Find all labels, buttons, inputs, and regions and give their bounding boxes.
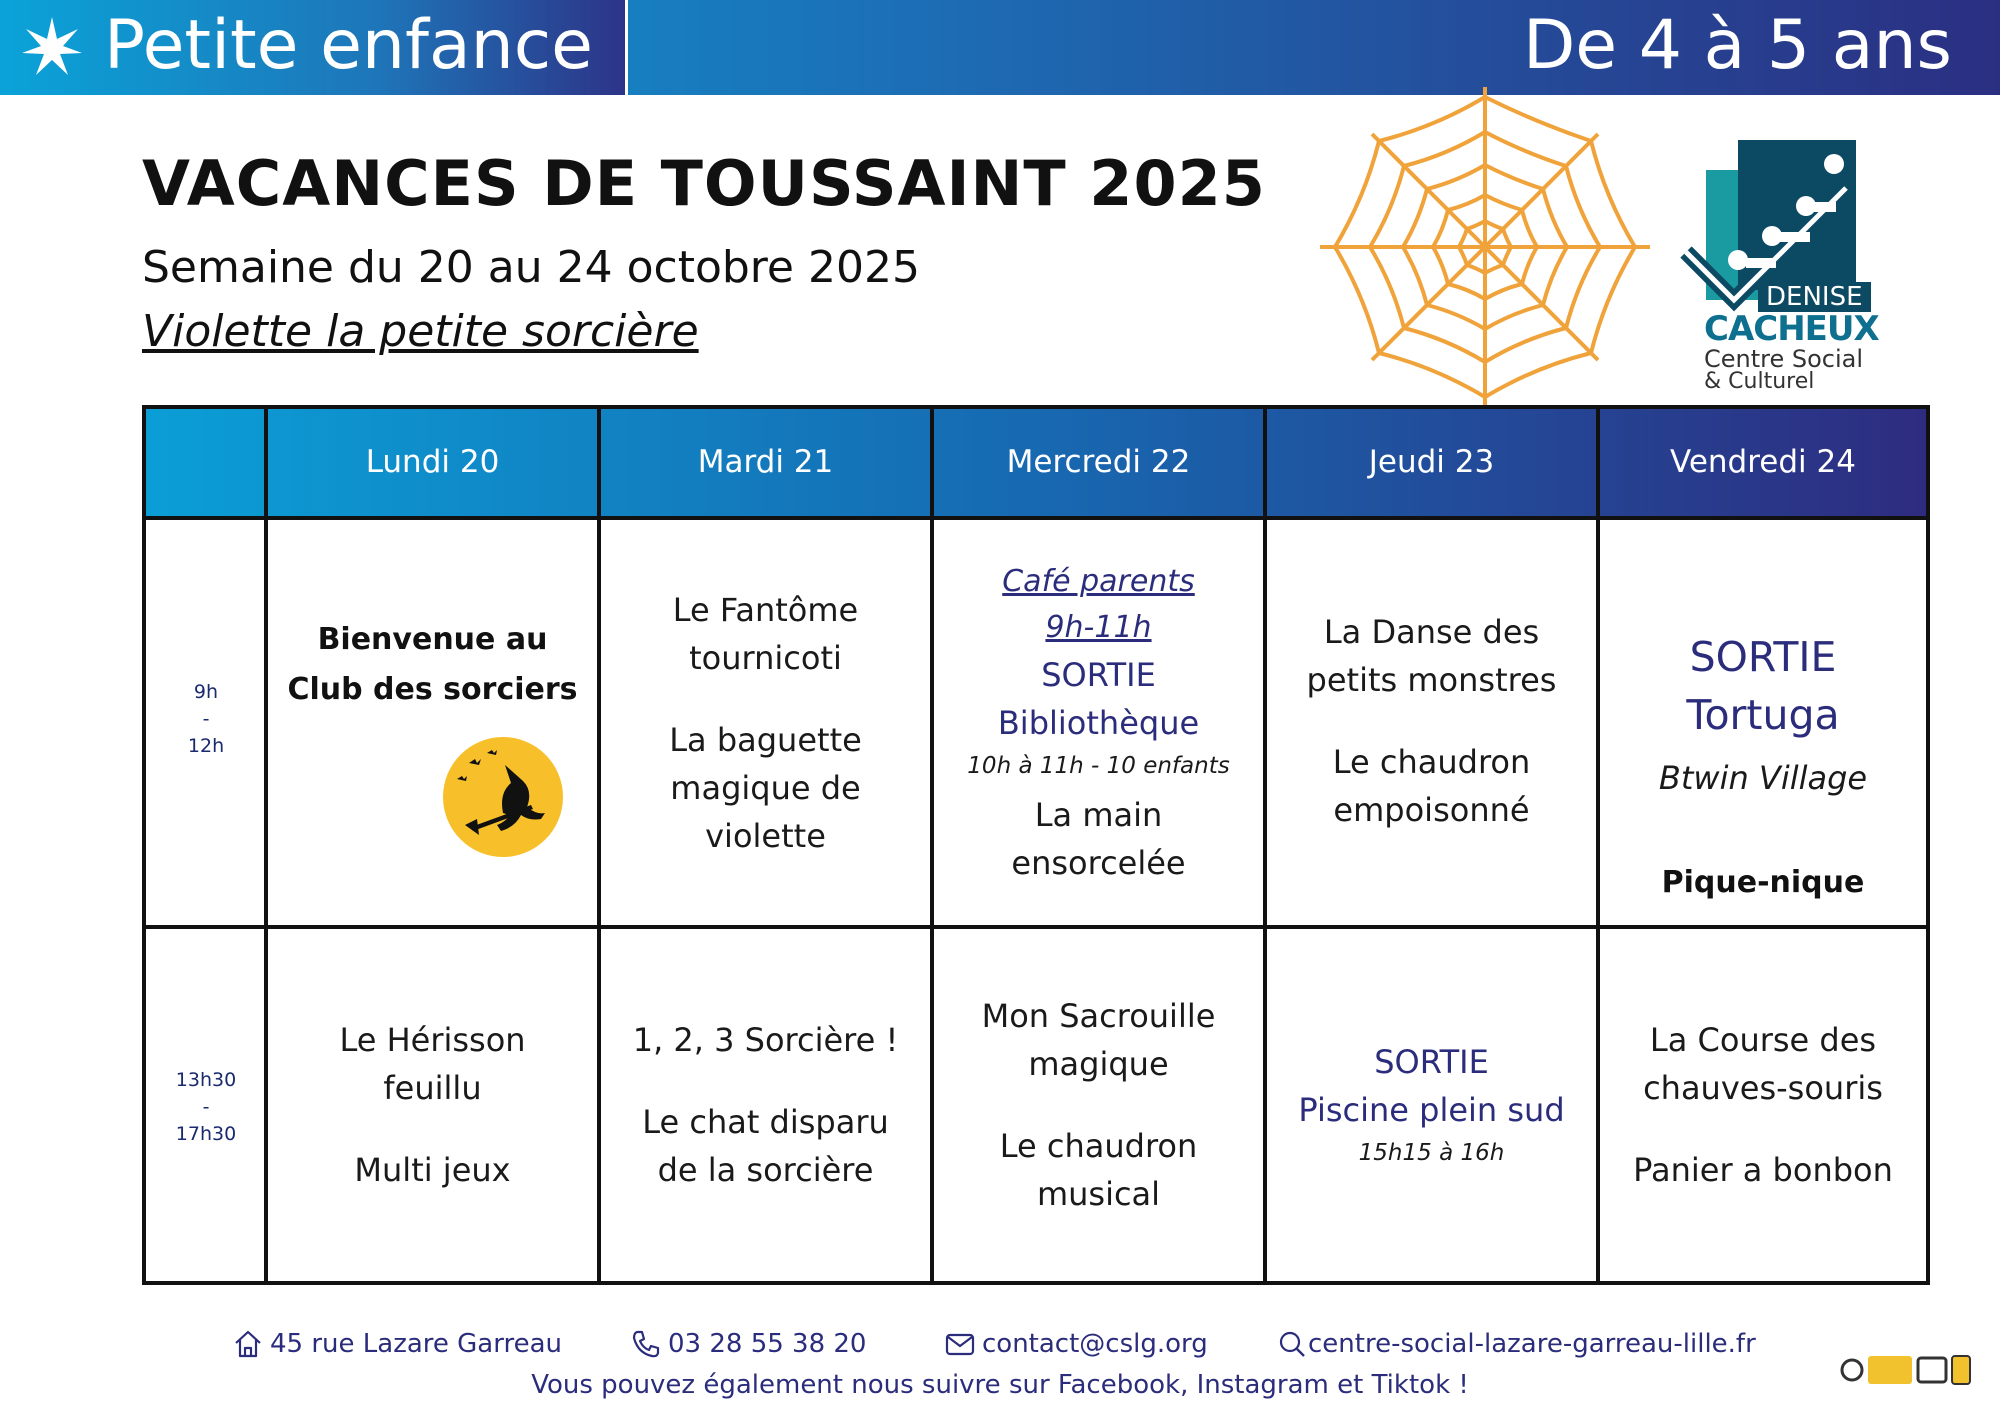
contact-footer: [0, 1324, 2000, 1364]
activity-cell-mon-pm: [268, 929, 597, 1281]
picnic-note: Pique-nique: [1661, 865, 1865, 900]
time-start: 13h30: [175, 1069, 237, 1091]
activity-line: Le chaudron: [999, 1127, 1198, 1165]
logo-culturel: & Culturel: [1704, 369, 1815, 394]
page-title: VACANCES DE TOUSSAINT 2025: [142, 147, 1266, 220]
phone-item[interactable]: [630, 1324, 866, 1364]
time-slot-afternoon: [146, 1067, 266, 1148]
section-title: Petite enfance: [104, 6, 593, 85]
outing-label: SORTIE: [1374, 1043, 1489, 1081]
outing-detail: 10h à 11h - 10 enfants: [967, 752, 1230, 779]
week-theme: Violette la petite sorcière: [142, 306, 699, 357]
activity-cell-thu-pm: [1267, 929, 1596, 1281]
activity-line: Mon Sacrouille: [981, 997, 1216, 1035]
activity-line: chauves-souris: [1643, 1069, 1883, 1107]
day-header-monday: Lundi 20: [365, 444, 500, 480]
activity-line: La main: [1034, 795, 1163, 834]
logo-denise: DENISE: [1758, 282, 1871, 312]
activity-line: La baguette: [669, 720, 862, 759]
logo-cacheux: CACHEUX: [1704, 309, 1879, 349]
activity-cell-fri-pm: [1600, 929, 1926, 1281]
phone-icon: [630, 1328, 662, 1360]
time-end: 17h30: [175, 1123, 237, 1145]
activity-line: de la sorcière: [657, 1151, 874, 1189]
outing-label: SORTIE: [1689, 633, 1837, 681]
activity-line: Bienvenue au: [317, 622, 548, 657]
cafe-parents-link[interactable]: Café parents: [1002, 563, 1195, 599]
activity-line: feuillu: [383, 1069, 482, 1107]
activity-cell-wed-am: [934, 520, 1263, 925]
activity-line: Club des sorciers: [287, 672, 578, 707]
logo-centre-social: Centre Social: [1704, 345, 1864, 373]
activity-cell-thu-am: [1267, 520, 1596, 925]
time-slot-morning: [146, 679, 266, 760]
website-item[interactable]: [1276, 1324, 1756, 1364]
activity-cell-mon-am: [268, 520, 597, 925]
day-header-tuesday: Mardi 21: [697, 444, 834, 480]
address-item: [232, 1324, 562, 1364]
week-subtitle: Semaine du 20 au 24 octobre 2025: [142, 242, 920, 293]
activity-cell-tue-pm: [601, 929, 930, 1281]
activity-line: Le chaudron: [1332, 743, 1531, 781]
outing-place: Bibliothèque: [997, 703, 1200, 742]
activity-line: petits monstres: [1306, 661, 1557, 699]
activity-cell-wed-pm: [934, 929, 1263, 1281]
outing-detail: Btwin Village: [1658, 759, 1868, 797]
star-icon: [20, 15, 84, 79]
section-band: [0, 0, 628, 95]
activity-line: ensorcelée: [1011, 843, 1186, 882]
age-range: De 4 à 5 ans: [1522, 6, 1952, 85]
activity-cell-tue-am: [601, 520, 930, 925]
phone-text: 03 28 55 38 20: [668, 1329, 867, 1359]
cafe-parents-time-link[interactable]: 9h-11h: [1045, 609, 1152, 645]
outing-place: Piscine plein sud: [1298, 1091, 1565, 1129]
time-sep: -: [202, 708, 210, 730]
day-header-wednesday: Mercredi 22: [1006, 444, 1191, 480]
activity-line: magique de: [670, 768, 861, 807]
recycling-info-logo: [1838, 1352, 1972, 1388]
activity-line: Le Fantôme: [672, 590, 859, 629]
activity-line: La Course des: [1649, 1021, 1877, 1059]
activity-line: Multi jeux: [354, 1151, 511, 1189]
activity-line: empoisonné: [1333, 791, 1530, 829]
outing-place: Tortuga: [1686, 691, 1840, 739]
witch-moon-icon: [441, 735, 565, 859]
activity-line: magique: [1028, 1045, 1169, 1083]
activity-line: Le Hérisson: [339, 1021, 526, 1059]
activity-line: violette: [705, 816, 826, 855]
search-icon: [1276, 1328, 1308, 1360]
activity-line: Panier a bonbon: [1633, 1151, 1893, 1189]
email-item[interactable]: [944, 1324, 1208, 1364]
schedule-table: [142, 405, 1930, 1285]
address-text: 45 rue Lazare Garreau: [270, 1329, 562, 1359]
activity-line: tournicoti: [689, 638, 842, 677]
outing-label: SORTIE: [1041, 655, 1156, 694]
website-text: centre-social-lazare-garreau-lille.fr: [1308, 1329, 1756, 1359]
time-end: 12h: [187, 735, 225, 757]
day-header-friday: Vendredi 24: [1670, 444, 1856, 480]
day-header-thursday: Jeudi 23: [1368, 444, 1495, 480]
social-follow-text: Vous pouvez également nous suivre sur Facebook, Instagram et Tiktok !: [531, 1370, 1469, 1400]
time-start: 9h: [193, 681, 219, 703]
email-text: contact@cslg.org: [982, 1329, 1208, 1359]
spider-web-icon: [1310, 72, 1660, 422]
time-sep: -: [202, 1096, 210, 1118]
activity-line: 1, 2, 3 Sorcière !: [632, 1021, 899, 1059]
home-icon: [232, 1328, 264, 1360]
activity-line: La Danse des: [1323, 613, 1540, 651]
activity-cell-fri-am: [1600, 520, 1926, 925]
mail-icon: [944, 1328, 976, 1360]
outing-detail: 15h15 à 16h: [1358, 1140, 1505, 1166]
activity-line: musical: [1036, 1175, 1161, 1213]
activity-line: Le chat disparu: [642, 1103, 889, 1141]
